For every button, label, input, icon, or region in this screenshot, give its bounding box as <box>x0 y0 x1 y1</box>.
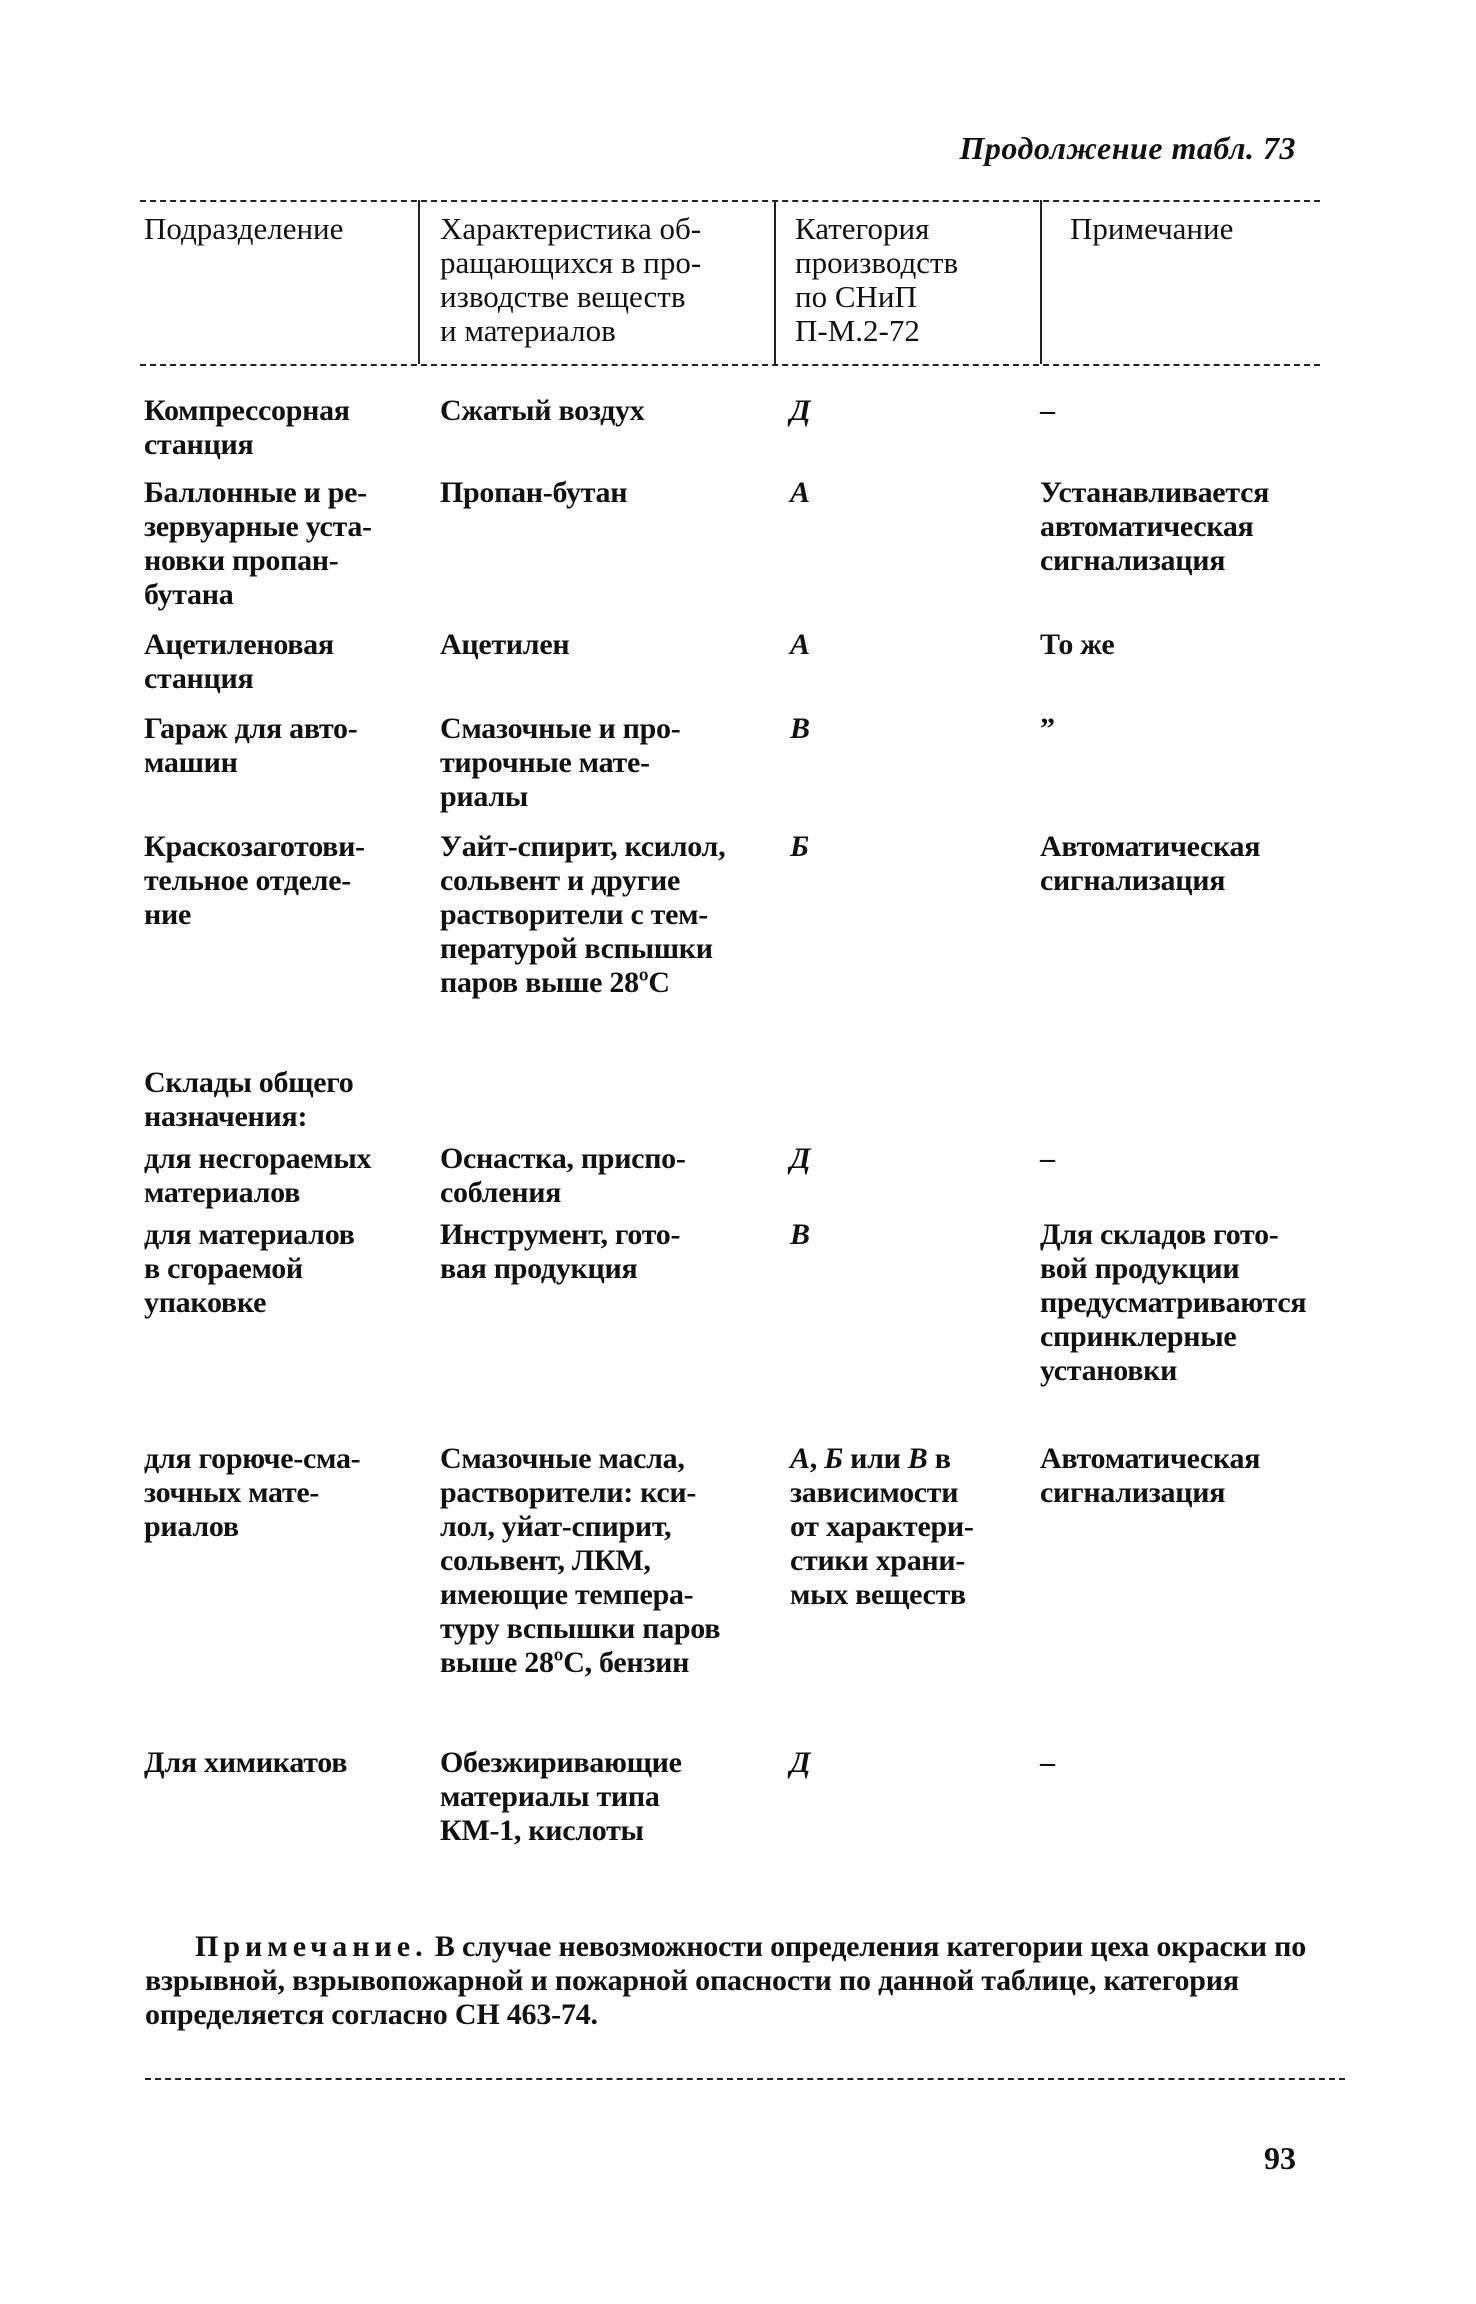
header-divider-3 <box>1040 200 1042 364</box>
cell-division: для несгораемых материалов <box>144 1142 372 1209</box>
category-a: А <box>790 1442 810 1475</box>
cell-note: То же <box>1040 628 1115 661</box>
cell-category: Б <box>790 830 809 863</box>
cell-note: Автоматическая сигнализация <box>1040 1442 1261 1509</box>
cell-substances: Оснастка, приспо- собления <box>440 1142 686 1209</box>
cell-note: – <box>1040 1142 1055 1175</box>
cell-substances: Инструмент, гото- вая продукция <box>440 1218 681 1285</box>
cell-category: А <box>790 628 810 661</box>
header-divider-2 <box>774 200 776 364</box>
footer-rule <box>145 2078 1345 2080</box>
cell-division: Для химикатов <box>144 1746 348 1779</box>
cell-division: для материалов в сгораемой упаковке <box>144 1218 355 1319</box>
cell-division: для горюче-сма- зочных мате- риалов <box>144 1442 361 1543</box>
cell-category: В <box>790 712 810 745</box>
footnote-text: В случае невозможности определения категории цеха окраски по взрывной, взрывопожарной и пожарной опасности по данной таблице, категория определяется согласно СН 463-74. <box>145 1930 1307 2031</box>
category-b: Б <box>824 1442 843 1475</box>
cell-note: Для складов гото- вой продукции предусматриваются спринклерные установки <box>1040 1218 1307 1387</box>
category-dependency: в зависимости от характери- стики храни- мых веществ <box>790 1442 974 1611</box>
cell-division: Ацетиленовая станция <box>144 628 334 695</box>
table-header-rule <box>140 364 1320 366</box>
cell-note: ” <box>1040 712 1055 745</box>
cell-note: – <box>1040 394 1055 427</box>
table-header-row <box>140 200 1320 364</box>
cell-division: Краскозаготови- тельное отделе- ние <box>144 830 365 931</box>
cell-note: Автоматическая сигнализация <box>1040 830 1261 897</box>
cell-category: В <box>790 1218 810 1251</box>
cell-category: Д <box>790 1142 811 1175</box>
cell-note: – <box>1040 1746 1055 1779</box>
header-note: Примечание <box>1070 211 1234 246</box>
category-v: В <box>907 1442 928 1475</box>
header-category: Категория производств по СНиП П-М.2-72 <box>795 211 959 348</box>
header-substances: Характеристика об- ращающихся в про- изводстве веществ и материалов <box>440 211 702 348</box>
cell-substances: Уайт-спирит, ксилол, сольвент и другие растворители с тем- пературой вспышки паров выше 28ºС <box>440 830 726 999</box>
page-number: 93 <box>1264 2140 1296 2176</box>
header-divider-1 <box>418 200 420 364</box>
cell-substances: Пропан-бутан <box>440 476 628 509</box>
cell-division: Компрессорная станция <box>144 394 350 461</box>
header-division: Подразделение <box>144 211 344 246</box>
cell-substances: Смазочные и про- тирочные мате- риалы <box>440 712 681 813</box>
cell-category: Д <box>790 394 811 427</box>
cell-section-title: Склады общего назначения: <box>144 1066 354 1133</box>
table-continuation-title: Продолжение табл. 73 <box>959 130 1296 166</box>
cell-substances: Смазочные масла, растворители: кси- лол, уйат-спирит, сольвент, ЛКМ, имеющие темпера- туру вспышки паров выше 28ºС, бензин <box>440 1442 721 1679</box>
cell-category <box>790 1442 1030 1612</box>
cell-substances: Сжатый воздух <box>440 394 645 427</box>
footnote-label: Примечание. <box>195 1930 428 1963</box>
cell-note: Устанавливается автоматическая сигнализация <box>1040 476 1270 577</box>
cell-category: Д <box>790 1746 811 1779</box>
cell-substances: Обезжиривающие материалы типа КМ-1, кислоты <box>440 1746 682 1847</box>
cell-division: Баллонные и ре- зервуарные уста- новки пропан- бутана <box>144 476 372 611</box>
category-or: или <box>842 1442 908 1475</box>
footnote <box>145 1930 1335 2032</box>
category-separator: , <box>809 1442 825 1475</box>
cell-substances: Ацетилен <box>440 628 570 661</box>
cell-category: А <box>790 476 810 509</box>
cell-division: Гараж для авто- машин <box>144 712 358 779</box>
